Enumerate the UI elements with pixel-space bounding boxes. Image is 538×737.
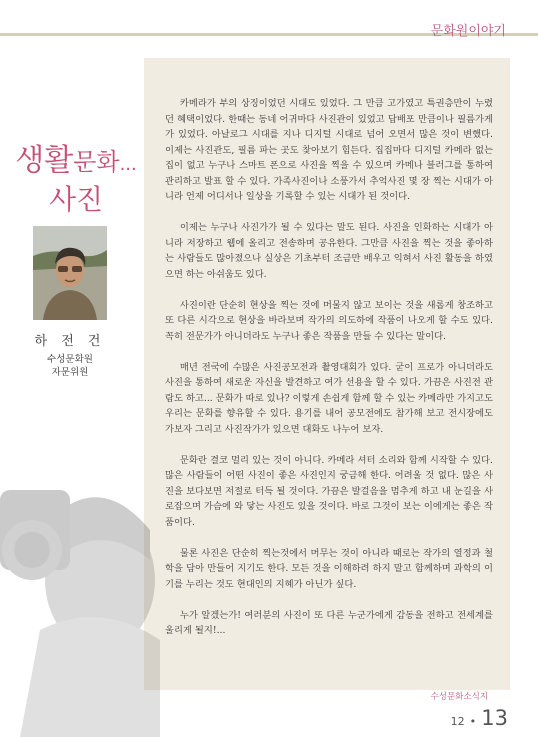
side-title-dots: ... (119, 154, 137, 175)
paragraph: 매년 전국에 수많은 사진공모전과 촬영대회가 있다. 굳이 프로가 아니더라도 사진을 통하여 새로운 자신을 발견하고 여가 선용을 할 수 있다. 가끔은 사진전 관람도 하고... 문화가 따로 있나? 이렇게 손쉽게 함께 할 수 있는 카메라만 가지고도 우리는 문화를 향유할 수 있다. 용기를 내어 공모전에도 참가해 보고 전시장에도 가보자 그리고 사진작가가 있으면 대화도 나누어 보자. (165, 361, 493, 435)
paragraph: 누가 알겠는가! 여러분의 사진이 또 다른 누군가에게 감동을 전하고 전세계를 울리게 될지!... (165, 609, 493, 636)
paragraph: 문화란 결코 멀리 있는 것이 아니다. 카메라 셔터 소리와 함께 시작할 수 있다. 많은 사람들이 어떤 사진이 좋은 사진인지 궁금해 한다. 어려울 것 없다. 많은 사진을 보다보면 저절로 터득 될 것이다. 가끔은 발걸음을 멈추게 하고 내 눈길을 사로잡으며 가슴에 와 닿는 사진도 있을 것이다. 바로 그것이 보는 이에게는 좋은 작품이다. (165, 454, 493, 528)
side-title-subject: 사진 (48, 183, 104, 216)
magazine-name: 수성문화소식지 (430, 692, 488, 702)
paragraph: 물론 사진은 단순히 찍는것에서 머무는 것이 아니라 때로는 작가의 열정과 철학을 담아 만들어 지기도 한다. 모든 것을 이해하려 하지 말고 함께하며 과학의 이기를 누리는 것도 현대인의 지혜가 아닌가 싶다. (165, 547, 493, 590)
paragraph: 카메라가 부의 상징이었던 시대도 있었다. 그 만큼 고가였고 특권층만이 누렸던 혜택이었다. 한때는 동네 어귀마다 사진관이 있었고 답배포 만큼이나 필름가게가 있었다. 아날로그 시대를 지나 디지털 시대로 넘어 오면서 많은 것이 변했다. 이제는 사진관도, 필름 파는 곳도 찾아보기 힘든다. 집집마다 디지털 카메라 없는 집이 없고 누구나 스마트 폰으로 사진을 찍을 수 있으며 카메나 블러그를 통하여 관리하고 발표 할 수 있다. 가족사진이나 소풍가서 추억사진 몇 장 찍는 시대가 아니라 언제 어디서나 일상을 기록할 수 있는 시대가 된 것이다. (165, 98, 493, 202)
section-title: 문화원이야기 (430, 24, 506, 39)
author-info (18, 330, 122, 379)
paragraph: 이제는 누구나 사진가가 될 수 있다는 말도 된다. 사진을 인화하는 시대가 아니라 저장하고 웹에 올리고 전송하며 공유한다. 그만큼 사진을 찍는 것을 좋아하는 사람들도 많아졌으나 실상은 기초부터 조금만 배우고 익혀서 사진 활동을 하였으면 하는 아쉬움도 있다. (165, 222, 493, 280)
side-title (12, 143, 140, 218)
author-name: 하 전 건 (34, 334, 106, 349)
side-title-word-2: 문화 (73, 148, 120, 176)
author-title: 자문위원 (51, 367, 89, 378)
author-photo (33, 226, 107, 320)
page-number-right: 13 (481, 706, 508, 730)
camera-illustration (0, 450, 160, 737)
page-number (451, 706, 508, 730)
author-org: 수성문화원 (47, 354, 93, 365)
paragraph: 사진이란 단순히 현상을 찍는 것에 머물지 않고 보이는 것을 새롭게 창조하고 또 다른 시각으로 현상을 바라보며 작가의 의도하에 작품이 나오게 할 수도 있다. 꼭히 전문가가 아니더라도 누구나 좋은 작품을 만들 수 있다는 말이다. (165, 299, 493, 342)
article-body (165, 96, 493, 654)
side-title-word-1: 생활 (15, 143, 74, 178)
page-number-left: 12 (450, 715, 465, 728)
page-separator: • (469, 715, 477, 728)
